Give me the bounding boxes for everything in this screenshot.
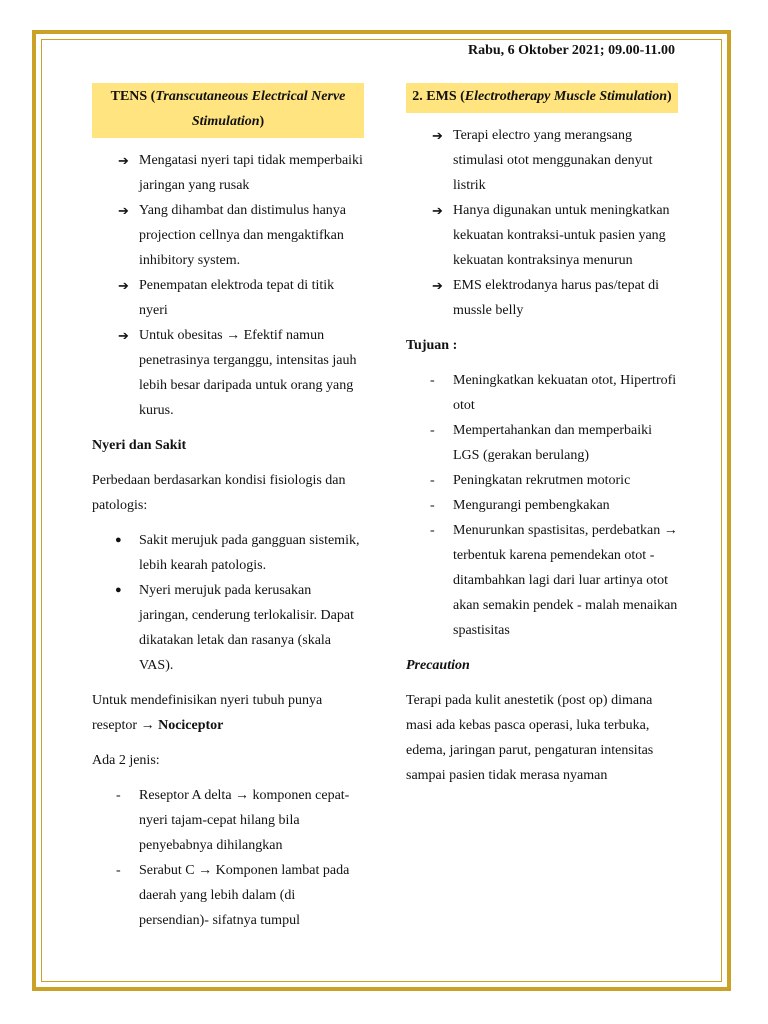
list-item (406, 418, 678, 468)
ems-item-text: EMS elektrodanya harus pas/tepat di mussle belly (453, 278, 660, 318)
tens-item-text: Untuk obesitas → Efektif namun penetrasinya terganggu, intensitas jauh lebih besar daripada untuk orang yang kurus. (139, 328, 357, 418)
list-item (92, 858, 364, 933)
ems-heading-italic: Electrotherapy Muscle Stimulation (464, 89, 668, 104)
tens-item-text: Mengatasi nyeri tapi tidak memperbaiki jaringan yang rusak (139, 153, 363, 193)
ems-heading-prefix: 2. EMS ( (412, 89, 465, 104)
list-item (92, 323, 364, 423)
arrow-icon: ➔ (432, 278, 443, 293)
dash-icon: - (116, 863, 121, 878)
list-item (92, 273, 364, 323)
section-title-precaution: Precaution (406, 658, 470, 673)
list-item (406, 123, 678, 198)
receptor-text: Untuk mendefinisikan nyeri tubuh punya reseptor → (92, 693, 323, 733)
goal-text: Meningkatkan kekuatan otot, Hipertrofi otot (453, 373, 677, 413)
date-header: Rabu, 6 Oktober 2021; 09.00-11.00 (467, 43, 675, 58)
type-text: Reseptor A delta → komponen cepat-nyeri tajam-cepat hilang bila penyebabnya dihilangkan (139, 788, 350, 853)
list-item (92, 198, 364, 273)
bullet-list (92, 528, 364, 678)
tens-heading-prefix: TENS ( (110, 89, 156, 104)
ems-heading (406, 83, 678, 113)
tens-heading-italic: Transcutaneous Electrical Nerve Stimulation (155, 89, 346, 129)
precaution-paragraph: Terapi pada kulit anestetik (post op) dimana masi ada kebas pasca operasi, luka terbuka, edema, jaringan parut, pengaturan intensitas sampai pasien tidak merasa nyaman (406, 693, 654, 783)
arrow-icon: ➔ (118, 278, 129, 293)
ems-list (406, 123, 678, 323)
goal-text: Menurunkan spastisitas, perdebatkan → terbentuk karena pemendekan otot - ditambahkan lagi dari luar artinya otot akan semakin pendek - malah menaikan spastisitas (453, 523, 678, 638)
dash-icon: - (430, 373, 435, 388)
list-item (92, 528, 364, 578)
types-intro: Ada 2 jenis: (92, 753, 160, 768)
types-list (92, 783, 364, 933)
list-item (92, 783, 364, 858)
tens-list (92, 148, 364, 423)
bullet-icon: ● (115, 534, 122, 546)
bullet-icon: ● (115, 584, 122, 596)
dash-icon: - (430, 498, 435, 513)
tens-heading (92, 83, 364, 138)
tens-heading-suffix: ) (259, 114, 265, 129)
list-item (406, 273, 678, 323)
tens-item-text: Yang dihambat dan distimulus hanya projection cellnya dan mengaktifkan inhibitory system. (139, 203, 347, 268)
list-item (406, 368, 678, 418)
arrow-icon: ➔ (432, 128, 443, 143)
type-text: Serabut C → Komponen lambat pada daerah yang lebih dalam (di persendian)- sifatnya tumpul (139, 863, 350, 928)
bullet-text: Nyeri merujuk pada kerusakan jaringan, cenderung terlokalisir. Dapat dikatakan letak dan rasanya (skala VAS). (139, 583, 354, 673)
arrow-icon: ➔ (118, 203, 129, 218)
goal-text: Peningkatan rekrutmen motoric (453, 473, 631, 488)
arrow-icon: ➔ (118, 153, 129, 168)
ems-heading-suffix: ) (667, 89, 672, 104)
goals-list (406, 368, 678, 643)
dash-icon: - (430, 523, 435, 538)
ems-item-text: Hanya digunakan untuk meningkatkan kekuatan kontraksi-untuk pasien yang kekuatan kontraksinya menurun (453, 203, 670, 268)
intro-paragraph: Perbedaan berdasarkan kondisi fisiologis dan patologis: (92, 473, 346, 513)
goal-text: Mempertahankan dan memperbaiki LGS (gerakan berulang) (453, 423, 653, 463)
list-item (406, 198, 678, 273)
goal-text: Mengurangi pembengkakan (453, 498, 610, 513)
list-item (406, 518, 678, 643)
receptor-paragraph (92, 688, 364, 738)
list-item (406, 493, 678, 518)
arrow-icon: ➔ (432, 203, 443, 218)
list-item (406, 468, 678, 493)
left-column (92, 83, 364, 933)
tens-item-text: Penempatan elektroda tepat di titik nyeri (139, 278, 335, 318)
section-title-tujuan: Tujuan : (406, 338, 458, 353)
right-column (406, 83, 678, 798)
arrow-icon: ➔ (118, 328, 129, 343)
list-item (92, 578, 364, 678)
dash-icon: - (430, 423, 435, 438)
nociceptor-term: Nociceptor (158, 718, 224, 733)
dash-icon: - (430, 473, 435, 488)
bullet-text: Sakit merujuk pada gangguan sistemik, lebih kearah patologis. (139, 533, 360, 573)
list-item (92, 148, 364, 198)
ems-item-text: Terapi electro yang merangsang stimulasi otot menggunakan denyut listrik (453, 128, 653, 193)
dash-icon: - (116, 788, 121, 803)
section-title-nyeri: Nyeri dan Sakit (92, 438, 187, 453)
